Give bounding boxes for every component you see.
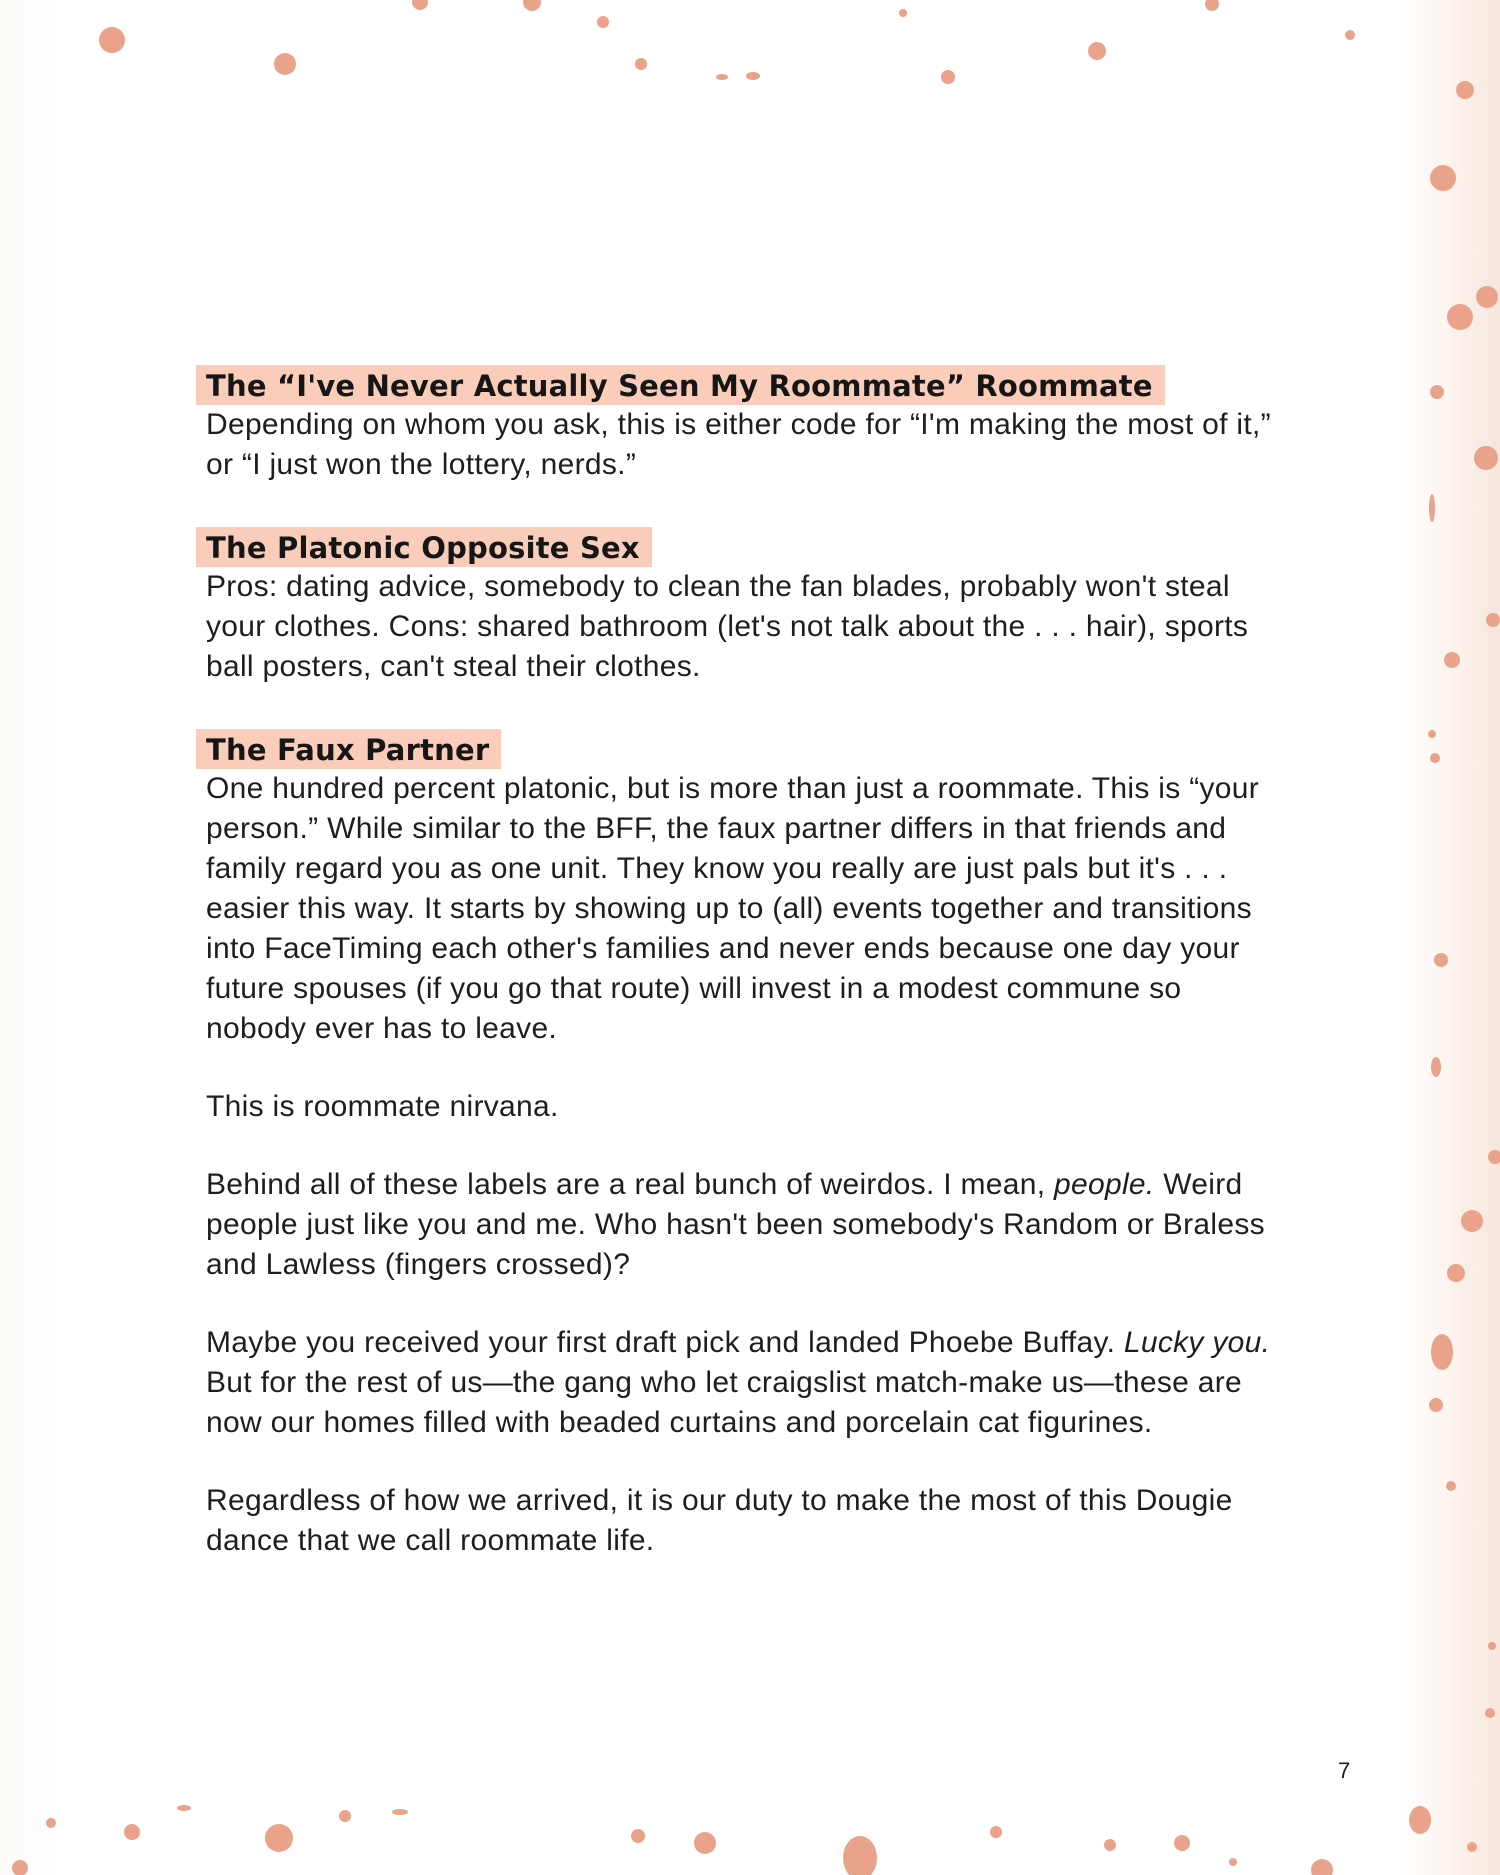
page-text <box>196 365 1286 1561</box>
section-never-seen <box>196 365 1286 485</box>
weirdos-text-before: Behind all of these labels are a real bunch of weirdos. I mean, <box>206 1168 1055 1201</box>
section-body: Depending on whom you ask, this is either code for “I'm making the most of it,” or “I just won the lottery, nerds.” <box>206 408 1271 481</box>
section-heading: The “I've Never Actually Seen My Roommate” Roommate <box>196 365 1165 405</box>
draft-italic: Lucky you. <box>1123 1326 1271 1359</box>
closing-paragraph: Regardless of how we arrived, it is our duty to make the most of this Dougie dance that we call roommate life. <box>206 1484 1233 1557</box>
weirdos-paragraph <box>196 1165 1286 1285</box>
section-body: Pros: dating advice, somebody to clean the fan blades, probably won't steal your clothes. Cons: shared bathroom (let's not talk about the . . . hair), sports ball posters, can't steal their clothes. <box>206 570 1249 683</box>
page-number: 7 <box>1338 1758 1351 1783</box>
section-body: One hundred percent platonic, but is more than just a roommate. This is “your person.” While similar to the BFF, the faux partner differs in that friends and family regard you as one unit. They know you really are just pals but it's . . . easier this way. It starts by showing up to (all) events together and transitions into FaceTiming each other's families and never ends because one day your future spouses (if you go that route) will invest in a modest commune so nobody ever has to leave. <box>206 772 1260 1045</box>
section-heading: The Platonic Opposite Sex <box>196 527 652 567</box>
weirdos-italic: people. <box>1054 1168 1155 1201</box>
draft-text-before: Maybe you received your first draft pick and landed Phoebe Buffay. <box>206 1326 1124 1359</box>
section-heading: The Faux Partner <box>196 729 501 769</box>
section-platonic-opposite-sex <box>196 527 1286 687</box>
draft-pick-paragraph <box>196 1323 1286 1443</box>
nirvana-paragraph: This is roommate nirvana. <box>206 1090 559 1123</box>
weirdos-text-after: Weird people just like you and me. Who hasn't been somebody's Random or Braless and Lawless (fingers crossed)? <box>206 1168 1265 1281</box>
draft-text-after: But for the rest of us—the gang who let craigslist match-make us—these are now our homes filled with beaded curtains and porcelain cat figurines. <box>206 1366 1243 1439</box>
section-faux-partner <box>196 729 1286 1049</box>
